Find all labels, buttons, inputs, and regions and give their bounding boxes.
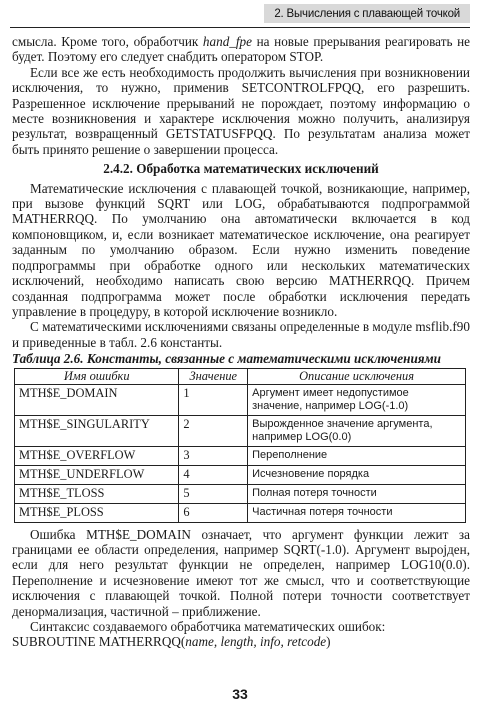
cell-description: Полная потеря точности [248, 484, 466, 503]
running-title: 2. Вычисления с плавающей точкой [264, 4, 470, 23]
table-header-row [15, 368, 466, 385]
signature-arguments: name, length, info, retcode [185, 634, 327, 650]
handler-name: hand_fpe [202, 34, 253, 49]
subroutine-signature: SUBROUTINE MATHERRQQ(name, length, info, retcode) [12, 634, 331, 650]
cell-description: Исчезновение порядка [248, 466, 466, 485]
cell-name: MTH$E_DOMAIN [15, 385, 179, 416]
paragraph-4: С математическими исключениями связаны определенные в модуле msflib.f90 и приведенные в табл. 2.6 константы. [12, 319, 470, 350]
cell-name: MTH$E_UNDERFLOW [15, 466, 179, 485]
page-body [12, 34, 470, 650]
cell-name: MTH$E_TLOSS [15, 484, 179, 503]
table-row [15, 466, 466, 485]
header-rule [10, 27, 470, 28]
table-row [15, 447, 466, 466]
cell-name: MTH$E_SINGULARITY [15, 416, 179, 447]
cell-value: 3 [179, 447, 248, 466]
constants-table [14, 368, 466, 523]
paragraph-2: Если все же есть необходимость продолжить вычисления при возникновении исключения, то нужно, применив SETCONTROLFPQQ, его разрешить. Разрешенное исключение прерываний не порождает, поэтому информацию о месте возникновения и характере исключения можно получить, анализируя результат, возвращенный GETSTATUSFPQQ. По результатам анализа может быть принято решение о завершении процесса. [12, 64, 470, 157]
paragraph-1: смысла. Кроме того, обработчик hand_fpe на новые прерывания реагировать не будет. Поэтому его следует снабдить оператором STOP. [12, 34, 470, 65]
cell-name: MTH$E_OVERFLOW [15, 447, 179, 466]
cell-name: MTH$E_PLOSS [15, 503, 179, 522]
paragraph-6: Синтаксис создаваемого обработчика математических ошибок: [30, 618, 386, 634]
cell-value: 4 [179, 466, 248, 485]
cell-value: 1 [179, 385, 248, 416]
table-row [15, 416, 466, 447]
cell-description: Переполнение [248, 447, 466, 466]
table-row [15, 503, 466, 522]
table-row [15, 484, 466, 503]
column-header-name: Имя ошибки [15, 368, 179, 385]
table-row [15, 385, 466, 416]
cell-value: 5 [179, 484, 248, 503]
cell-description: Аргумент имеет недопустимое значение, например LOG(-1.0) [248, 385, 466, 416]
column-header-value: Значение [179, 368, 248, 385]
paragraph-3: Математические исключения с плавающей точкой, возникающие, например, при вызове функций SQRT или LOG, обрабатываются подпрограммой MATHERRQQ. По умолчанию она автоматически включается в код компоновщиком, и, если возникает математическое исключение, она реагирует заданным по умолчанию образом. Если нужно изменить поведение подпрограммы при обработке одного или нескольких математических исключений, необходимо написать свою версию MATHERRQQ. Причем созданная подпрограмма может после обработки исключения передать управление в процедуру, в которой исключение возникло. [12, 180, 470, 319]
paragraph-5: Ошибка MTH$E_DOMAIN означает, что аргумент функции лежит за границами ее области определения, например SQRT(-1.0). Аргумент выроjден, если для него результат функции не определен, например LOG10(0.0). Переполнение и исчезновение имеют тот же смысл, что и соответствующие исключения с плавающей точкой. Полной потери точности соответствует денормализация, частичной – приближение. [12, 526, 470, 619]
cell-description: Вырожденное значение аргумента, например LOG(0.0) [248, 416, 466, 447]
column-header-description: Описание исключения [248, 368, 466, 385]
table-caption: Таблица 2.6. Константы, связанные с математическими исключениями [12, 351, 441, 367]
cell-value: 2 [179, 416, 248, 447]
page-number: 33 [232, 686, 248, 702]
cell-description: Частичная потеря точности [248, 503, 466, 522]
section-heading: 2.4.2. Обработка математических исключений [103, 161, 379, 177]
cell-value: 6 [179, 503, 248, 522]
